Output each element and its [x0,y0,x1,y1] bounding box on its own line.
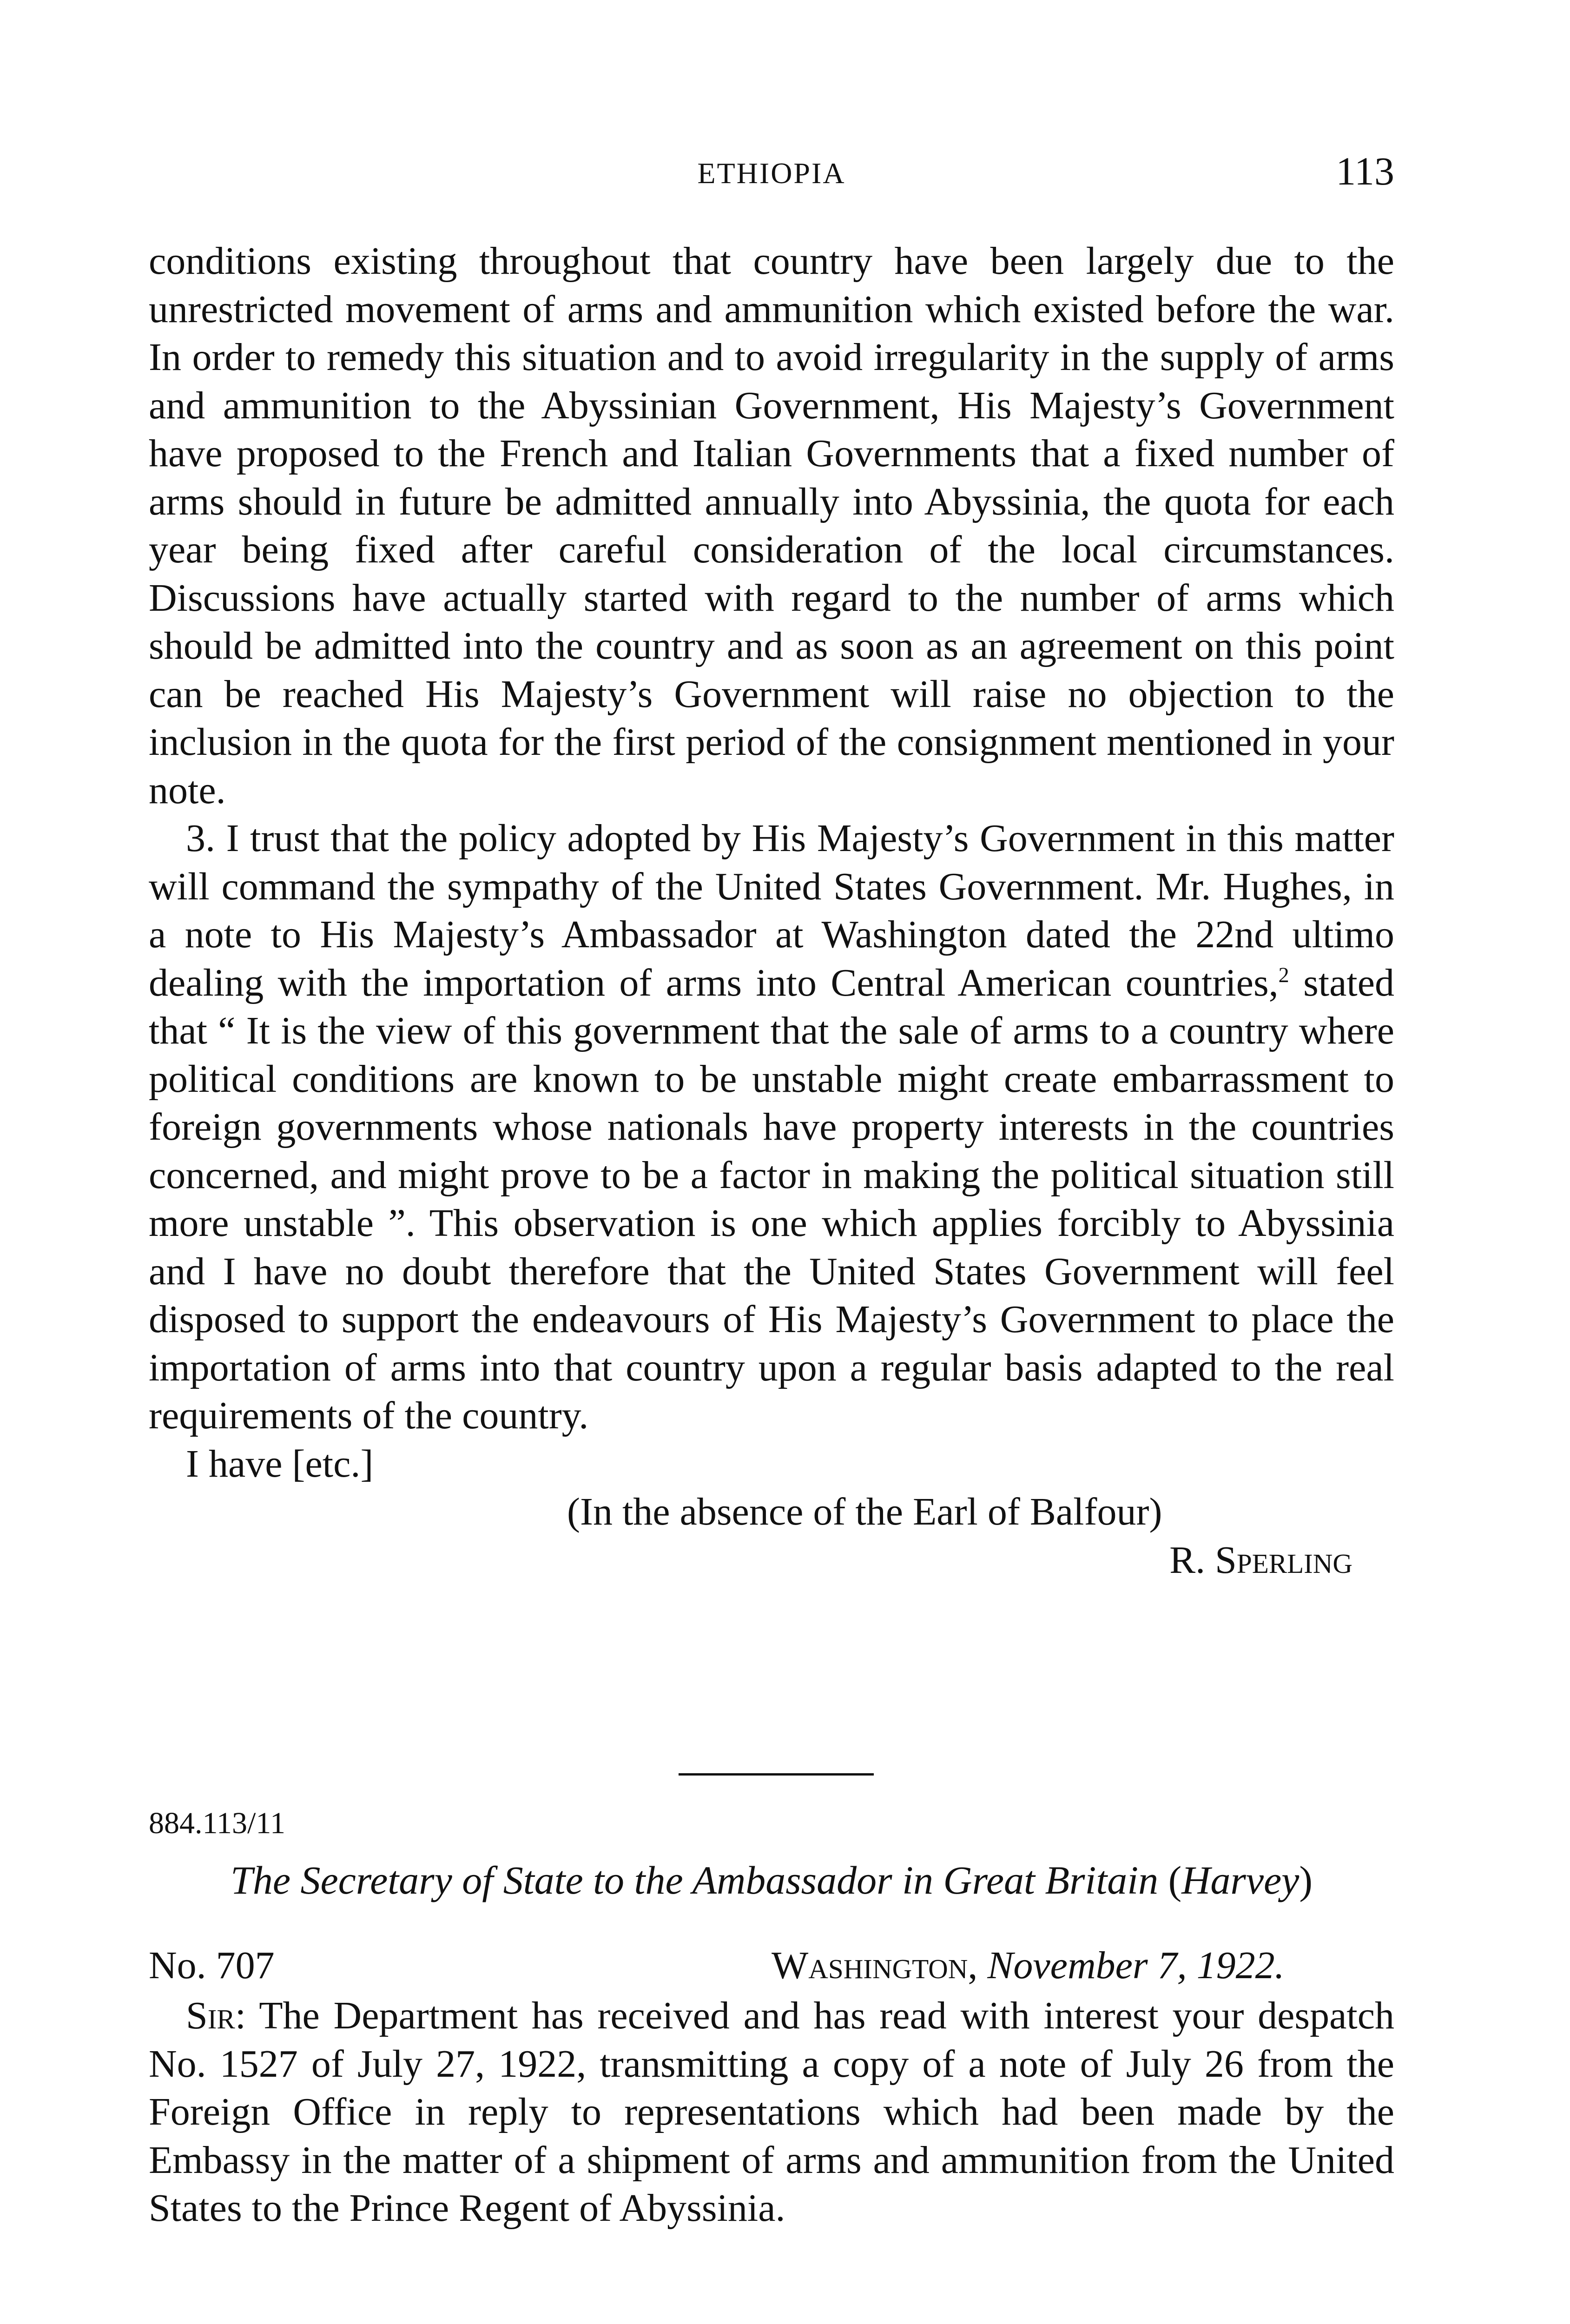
document-heading [149,1857,1394,1903]
dispatch-line [149,1943,1394,1994]
file-number: 884.113/11 [149,1806,285,1840]
salutation: Sir [186,1994,235,2037]
section-divider [679,1773,874,1776]
dispatch-place: Washington [772,1944,968,1987]
heading-name: Harvey [1181,1858,1300,1902]
body-text [149,237,1394,1584]
heading-paren-open: ( [1168,1858,1182,1902]
letter-paragraph [149,1992,1394,2232]
closing-line: I have [etc.] [186,1442,374,1486]
page-number: 113 [1336,149,1394,193]
heading-text: The Secretary of State to the Ambassador in Great Britain [230,1858,1168,1902]
dispatch-number: No. 707 [149,1944,275,1987]
signer-initial: R. [1169,1538,1215,1582]
paragraph-continued: conditions existing throughout that country have been largely due to the unrestricted movement of arms and ammunition which existed before the war. In order to remedy this situation and to avoid irregularity in the supply of arms and ammunition to the Abyssinian Government, His Majesty’s Government have proposed to the French and Italian Governments that a fixed number of arms should in future be admitted annually into Abyssinia, the quota for each year being fixed after careful consideration of the local circumstances. Discussions have actually started with regard to the number of arms which should be admitted into the country and as soon as an agreement on this point can be reached His Majesty’s Government will raise no objection to the inclusion in the quota for the first period of the consignment mentioned in your note. [149,239,1394,812]
footnote-reference: 2 [1278,963,1289,987]
running-head [149,148,1394,199]
signer-surname: Sperling [1215,1538,1352,1582]
dispatch-place-date [772,1943,1285,1988]
letter-body: : The Department has received and has read with interest your despatch No. 1527 of July 27, 1922, transmitting a copy of a note of July 26 from the Foreign Office in reply to representations which had been made by the Embassy in the matter of a shipment of arms and ammunition from the United States to the Prince Regent of Abyssinia. [149,1994,1394,2230]
paragraph-3-text-start: 3. I trust that the policy adopted by His Majesty’s Government in this matter will command the sympathy of the United States Government. Mr. Hughes, in a note to His Majesty’s Ambassador at Washington dated the 22nd ultimo dealing with the importation of arms into Central American countries, [149,817,1394,1004]
signer-name [149,1536,1394,1585]
running-title: ETHIOPIA [697,157,846,190]
signer-note: (In the absence of the Earl of Balfour) [567,1490,1162,1533]
paragraph-3 [149,814,1394,1440]
heading-paren-close: ) [1299,1858,1313,1902]
dispatch-date: November 7, 1922. [987,1944,1285,1987]
paragraph-3-text-end: stated that “ It is the view of this government that the sale of arms to a country where political conditions are known to be unstable might create embarrassment to foreign governments whose nationals have property interests in the countries concerned, and might prove to be a factor in making the political situation still more unstable ”. This observation is one which applies forcibly to Abyssinia and I have no doubt therefore that the United States Government will feel disposed to support the endeavours of His Majesty’s Government to place the importation of arms into that country upon a regular basis adapted to the real requirements of the country. [149,961,1395,1437]
letter-text [149,1992,1394,2232]
dispatch-separator: , [968,1944,988,1987]
